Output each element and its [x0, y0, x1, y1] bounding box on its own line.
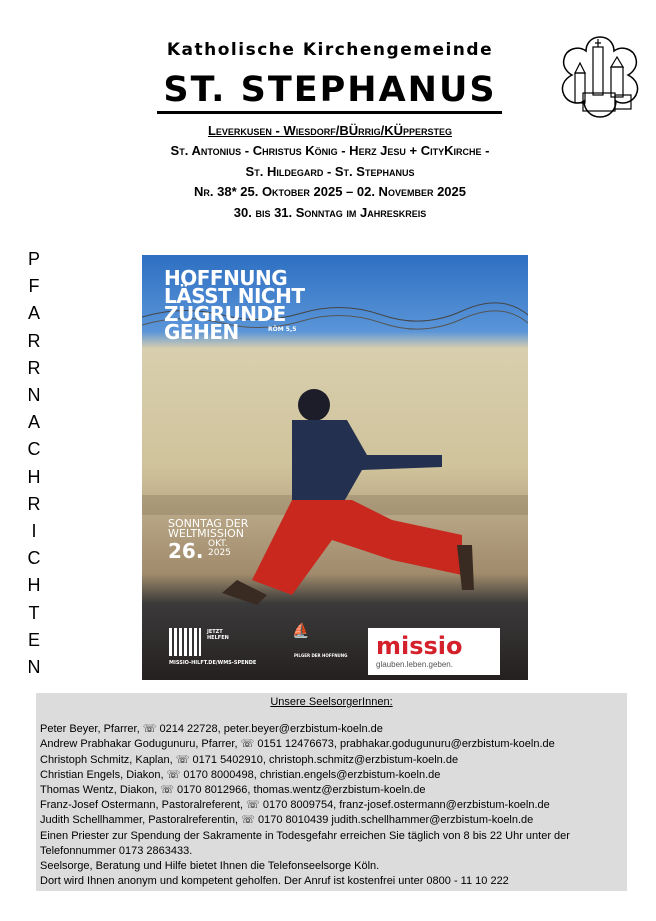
info-line: Dort wird Ihnen anonym und kompetent geholfen. Der Anruf ist kostenfrei unter 0800 - 11 10 222 — [40, 875, 509, 888]
pilgrim-ship-icon: ⛵ — [292, 623, 310, 639]
info-line: Seelsorge, Beratung und Hilfe bietet Ihnen die Telefonseelsorge Köln. — [40, 860, 380, 873]
contacts-box — [36, 693, 627, 891]
parish-title: ST. STEPHANUS — [163, 70, 497, 110]
event-day: 26. — [168, 539, 204, 563]
contact-line: Thomas Wentz, Diakon, ☏ 0170 8012966, thomas.wentz@erzbistum-koeln.de — [40, 784, 426, 797]
bible-reference: RÖM 5,5 — [268, 326, 297, 333]
letter: R — [27, 357, 41, 378]
contact-line: Christoph Schmitz, Kaplan, ☏ 0171 5402910, christoph.schmitz@erzbistum-koeln.de — [40, 753, 459, 766]
contact-line: Judith Schellhammer, Pastoralreferentin, ☏ 0170 8010439 judith.schellhammer@erzbistum-koeln.de — [40, 814, 534, 827]
letter: A — [27, 303, 40, 324]
headline-line: HOFFNUNG — [164, 266, 288, 290]
contact-line: Franz-Josef Ostermann, Pastoralreferent, ☏ 0170 8009754, franz-josef.ostermann@erzbistum-koeln.de — [40, 799, 550, 812]
qr-label: HELFEN — [207, 635, 229, 641]
churches-line-2: St. Hildegard - St. Stephanus — [245, 164, 415, 179]
event-line: SONNTAG DER — [168, 517, 249, 530]
title-divider — [157, 111, 502, 114]
donation-url: MISSIO-HILFT.DE/WMS-SPENDE — [169, 660, 257, 666]
letter: C — [27, 439, 41, 460]
letter: A — [27, 412, 40, 433]
letter: P — [27, 249, 40, 269]
event-year: 2025 — [208, 548, 231, 558]
liturgical-line: 30. bis 31. Sonntag im Jahreskreis — [233, 205, 427, 220]
letter: E — [27, 629, 40, 650]
headline-line: ZUGRUNDE — [164, 302, 286, 326]
parish-subtitle: Katholische Kirchengemeinde — [166, 40, 494, 60]
headline-line: GEHEN — [164, 320, 239, 344]
headline-line: LÄSST NICHT — [164, 284, 305, 308]
pilgrim-label: PILGER DER HOFFNUNG — [294, 653, 348, 658]
event-line: WELTMISSION — [168, 527, 244, 540]
churches-line: St. Antonius - Christus König - Herz Jesu + CityKirche - — [170, 143, 490, 158]
issue-date-line: Nr. 38* 25. Oktober 2025 – 02. November 2025 — [194, 184, 466, 199]
missio-logo — [368, 628, 500, 675]
letter: H — [27, 466, 41, 487]
parish-logo-icon — [553, 33, 647, 131]
letter: T — [28, 602, 40, 623]
missio-tagline: glauben.leben.geben. — [376, 660, 453, 669]
letter: H — [27, 575, 41, 596]
info-line: Einen Priester zur Spendung der Sakramente in Todesgefahr erreichen Sie täglich von 8 bis 22 Uhr unter der — [40, 829, 570, 842]
letter: F — [28, 276, 40, 297]
contact-line: Christian Engels, Diakon, ☏ 0170 8000498, christian.engels@erzbistum-koeln.de — [40, 768, 441, 781]
location-line: Leverkusen - Wiesdorf/BÜrrig/KÜppersteg — [207, 123, 453, 138]
letter: I — [31, 521, 37, 542]
letter: R — [27, 330, 41, 351]
qr-label: JETZT — [207, 629, 223, 635]
info-line: Telefonnummer 0173 2863433. — [40, 844, 193, 857]
letter: R — [27, 493, 41, 514]
missio-brand: missio — [376, 632, 463, 660]
letter: C — [27, 548, 41, 569]
contact-line: Peter Beyer, Pfarrer, ☏ 0214 22728, peter.beyer@erzbistum-koeln.de — [40, 723, 383, 736]
contacts-heading: Unsere SeelsorgerInnen: — [270, 696, 393, 708]
letter: N — [27, 657, 41, 678]
vertical-pfarrnachrichten-label — [24, 246, 44, 681]
contact-line: Andrew Prabhakar Godugunuru, Pfarrer, ☏ 0151 12476673, prabhakar.godugunuru@erzbistum-koeln.de — [40, 738, 555, 751]
qr-code-icon — [169, 628, 201, 656]
letter: N — [27, 385, 41, 406]
event-month: OKT. — [208, 539, 228, 549]
weltmission-poster — [142, 255, 528, 680]
